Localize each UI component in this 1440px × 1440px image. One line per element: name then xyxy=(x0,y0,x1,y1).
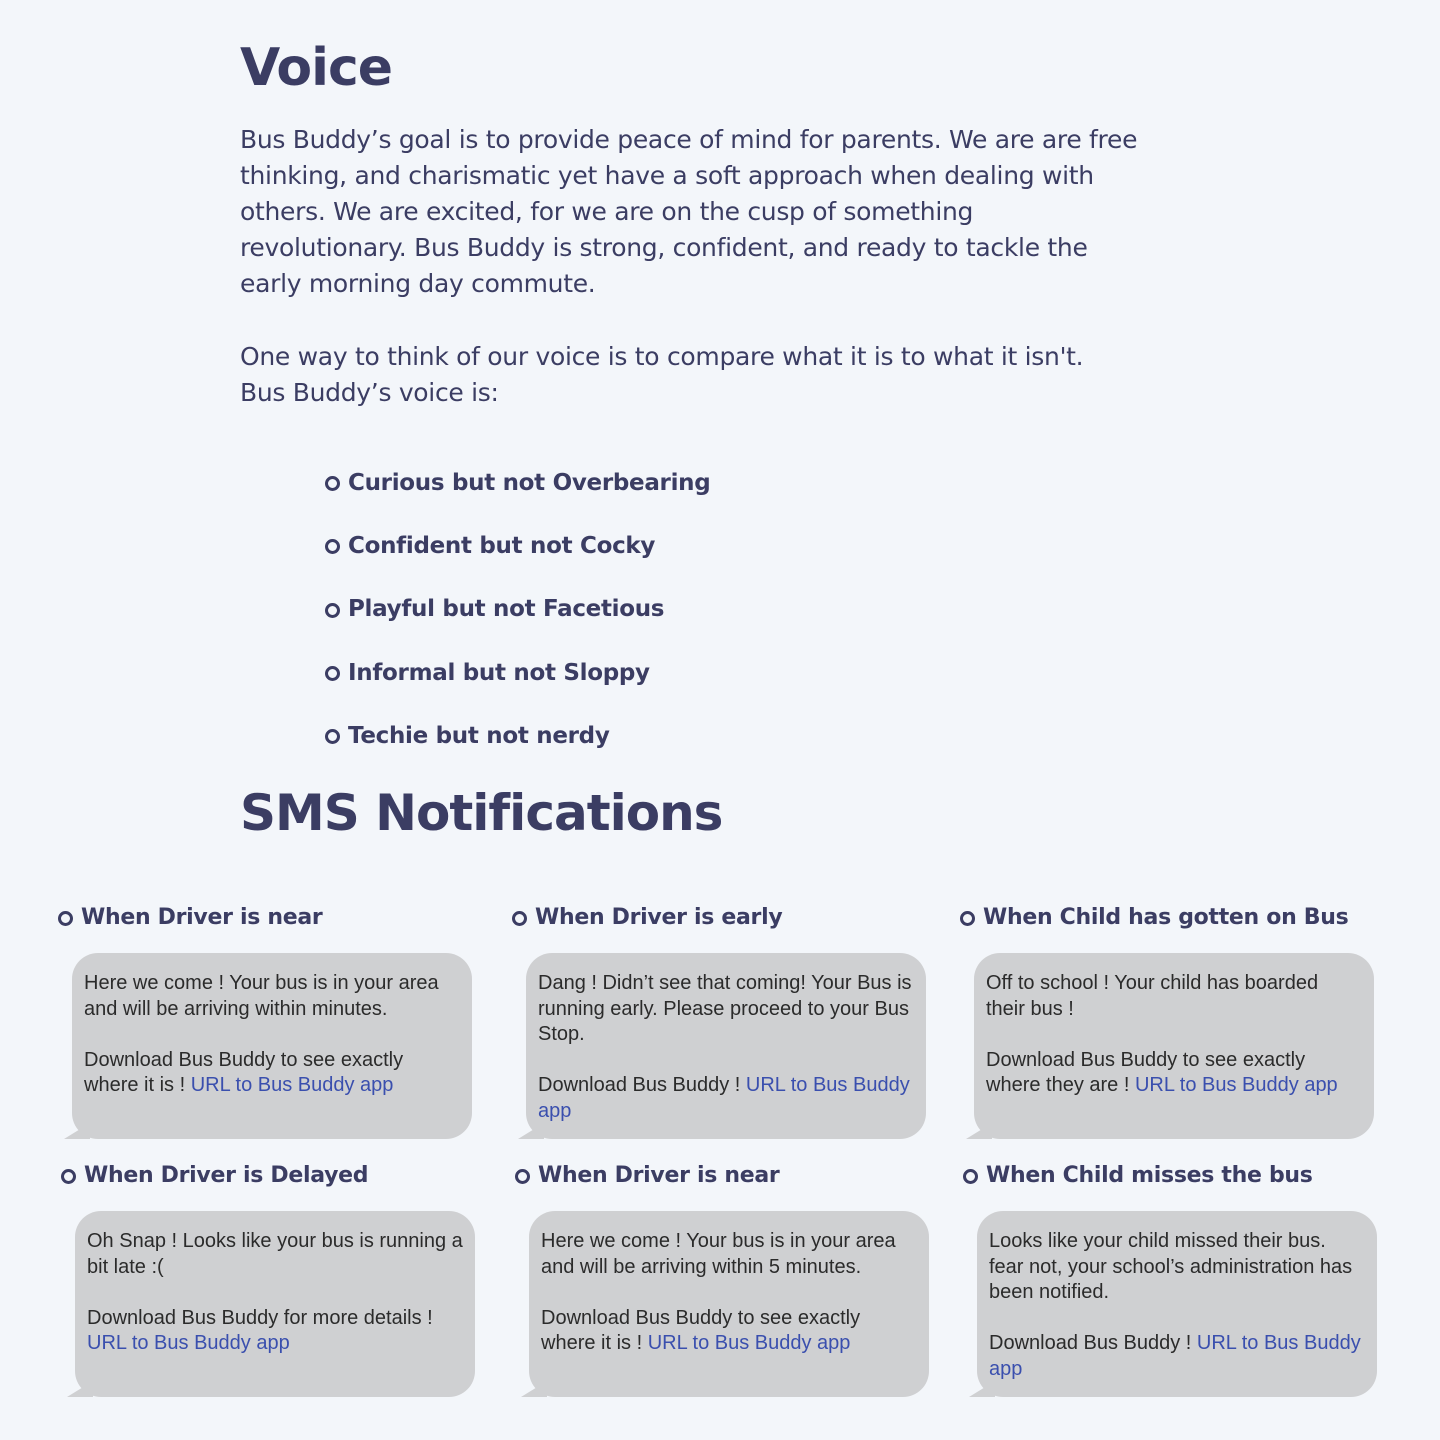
sms-card xyxy=(58,901,478,1096)
message-bubble xyxy=(974,953,1374,1139)
bullet-ring-icon xyxy=(325,603,340,618)
bullet-ring-icon xyxy=(58,911,73,926)
sms-card-heading xyxy=(512,901,932,933)
voice-is-line: Bus Buddy’s voice is: xyxy=(240,378,499,407)
message-cta-text: Download Bus Buddy to see exactly where they are ! xyxy=(986,1048,1306,1096)
message-text: Here we come ! Your bus is in your area and will be arriving within minutes. xyxy=(84,972,439,1020)
trait-item xyxy=(325,641,710,704)
message-text: Off to school ! Your child has boarded their bus ! xyxy=(986,972,1319,1020)
message-cta xyxy=(538,1073,914,1124)
message-cta-text: Download Bus Buddy to see exactly where it is ! xyxy=(541,1306,861,1354)
message-cta xyxy=(989,1331,1365,1382)
app-link[interactable]: URL to Bus Buddy app xyxy=(989,1332,1361,1380)
bubble-tail xyxy=(521,1381,547,1397)
trait-label: Informal but not Sloppy xyxy=(348,659,650,686)
voice-trait-list xyxy=(325,451,710,767)
message-bubble xyxy=(529,1211,929,1397)
sms-card xyxy=(61,1159,481,1354)
message-text: Dang ! Didn’t see that coming! Your Bus is running early. Please proceed to your Bus Stop. xyxy=(538,972,912,1045)
app-link[interactable]: URL to Bus Buddy app xyxy=(87,1332,290,1354)
bubble-tail xyxy=(67,1381,93,1397)
app-link[interactable]: URL to Bus Buddy app xyxy=(190,1074,394,1096)
app-link[interactable]: URL to Bus Buddy app xyxy=(538,1074,910,1122)
bullet-ring-icon xyxy=(325,476,340,491)
message-cta-text: Download Bus Buddy ! xyxy=(989,1332,1197,1354)
message-bubble xyxy=(977,1211,1377,1397)
sms-title: SMS Notifications xyxy=(240,784,723,842)
bullet-ring-icon xyxy=(325,666,340,681)
sms-card-heading xyxy=(960,901,1380,933)
message-cta-text: Download Bus Buddy to see exactly where it is ! xyxy=(84,1048,404,1096)
message-cta xyxy=(84,1048,460,1099)
bullet-ring-icon xyxy=(512,911,527,926)
message-text: Oh Snap ! Looks like your bus is running a bit late :( xyxy=(87,1230,463,1278)
trait-item xyxy=(325,704,710,767)
sms-card-heading-label: When Child has gotten on Bus xyxy=(983,904,1349,930)
sms-card-heading-label: When Driver is near xyxy=(81,904,323,930)
sms-card-heading-label: When Driver is early xyxy=(535,904,783,930)
sms-card xyxy=(960,901,1380,1096)
bubble-tail xyxy=(966,1123,992,1139)
app-link[interactable]: URL to Bus Buddy app xyxy=(1134,1074,1338,1096)
sms-card-heading xyxy=(58,901,478,933)
trait-item xyxy=(325,451,710,514)
trait-item xyxy=(325,514,710,577)
message-text: Looks like your child missed their bus. fear not, your school’s administration has been notified. xyxy=(989,1230,1353,1303)
message-bubble xyxy=(72,953,472,1139)
bubble-tail xyxy=(518,1123,544,1139)
sms-card xyxy=(515,1159,935,1354)
sms-card xyxy=(512,901,932,1122)
sms-card-heading xyxy=(515,1159,935,1191)
sms-card-heading xyxy=(61,1159,481,1191)
voice-compare-line: One way to think of our voice is to compare what it is to what it isn't. xyxy=(240,342,1084,371)
bullet-ring-icon xyxy=(325,729,340,744)
bullet-ring-icon xyxy=(963,1169,978,1184)
bullet-ring-icon xyxy=(960,911,975,926)
message-cta xyxy=(87,1306,463,1357)
trait-item xyxy=(325,578,710,641)
bullet-ring-icon xyxy=(61,1169,76,1184)
sms-card xyxy=(963,1159,1383,1380)
message-cta-text: Download Bus Buddy ! xyxy=(538,1074,746,1096)
bullet-ring-icon xyxy=(515,1169,530,1184)
message-cta xyxy=(541,1306,917,1357)
message-bubble xyxy=(75,1211,475,1397)
sms-card-heading-label: When Driver is Delayed xyxy=(84,1162,369,1188)
voice-compare-paragraph xyxy=(240,339,1140,411)
message-cta-text: Download Bus Buddy for more details ! xyxy=(87,1306,433,1329)
sms-card-heading-label: When Child misses the bus xyxy=(986,1162,1313,1188)
trait-label: Confident but not Cocky xyxy=(348,532,656,559)
trait-label: Techie but not nerdy xyxy=(348,722,610,749)
sms-card-heading-label: When Driver is near xyxy=(538,1162,780,1188)
trait-label: Playful but not Facetious xyxy=(348,596,665,623)
sms-card-heading xyxy=(963,1159,1383,1191)
bubble-tail xyxy=(64,1123,90,1139)
message-bubble xyxy=(526,953,926,1139)
trait-label: Curious but not Overbearing xyxy=(348,469,711,496)
bubble-tail xyxy=(969,1381,995,1397)
message-cta xyxy=(986,1048,1362,1099)
message-text: Here we come ! Your bus is in your area and will be arriving within 5 minutes. xyxy=(541,1230,896,1278)
voice-title: Voice xyxy=(240,38,393,98)
bullet-ring-icon xyxy=(325,539,340,554)
voice-intro-paragraph: Bus Buddy’s goal is to provide peace of mind for parents. We are are free thinking, and charismatic yet have a soft approach when dealing with others. We are excited, for we are on the cusp of something revolutionary. Bus Buddy is strong, confident, and ready to tackle the early morning day commute. xyxy=(240,125,1138,298)
app-link[interactable]: URL to Bus Buddy app xyxy=(647,1332,851,1354)
